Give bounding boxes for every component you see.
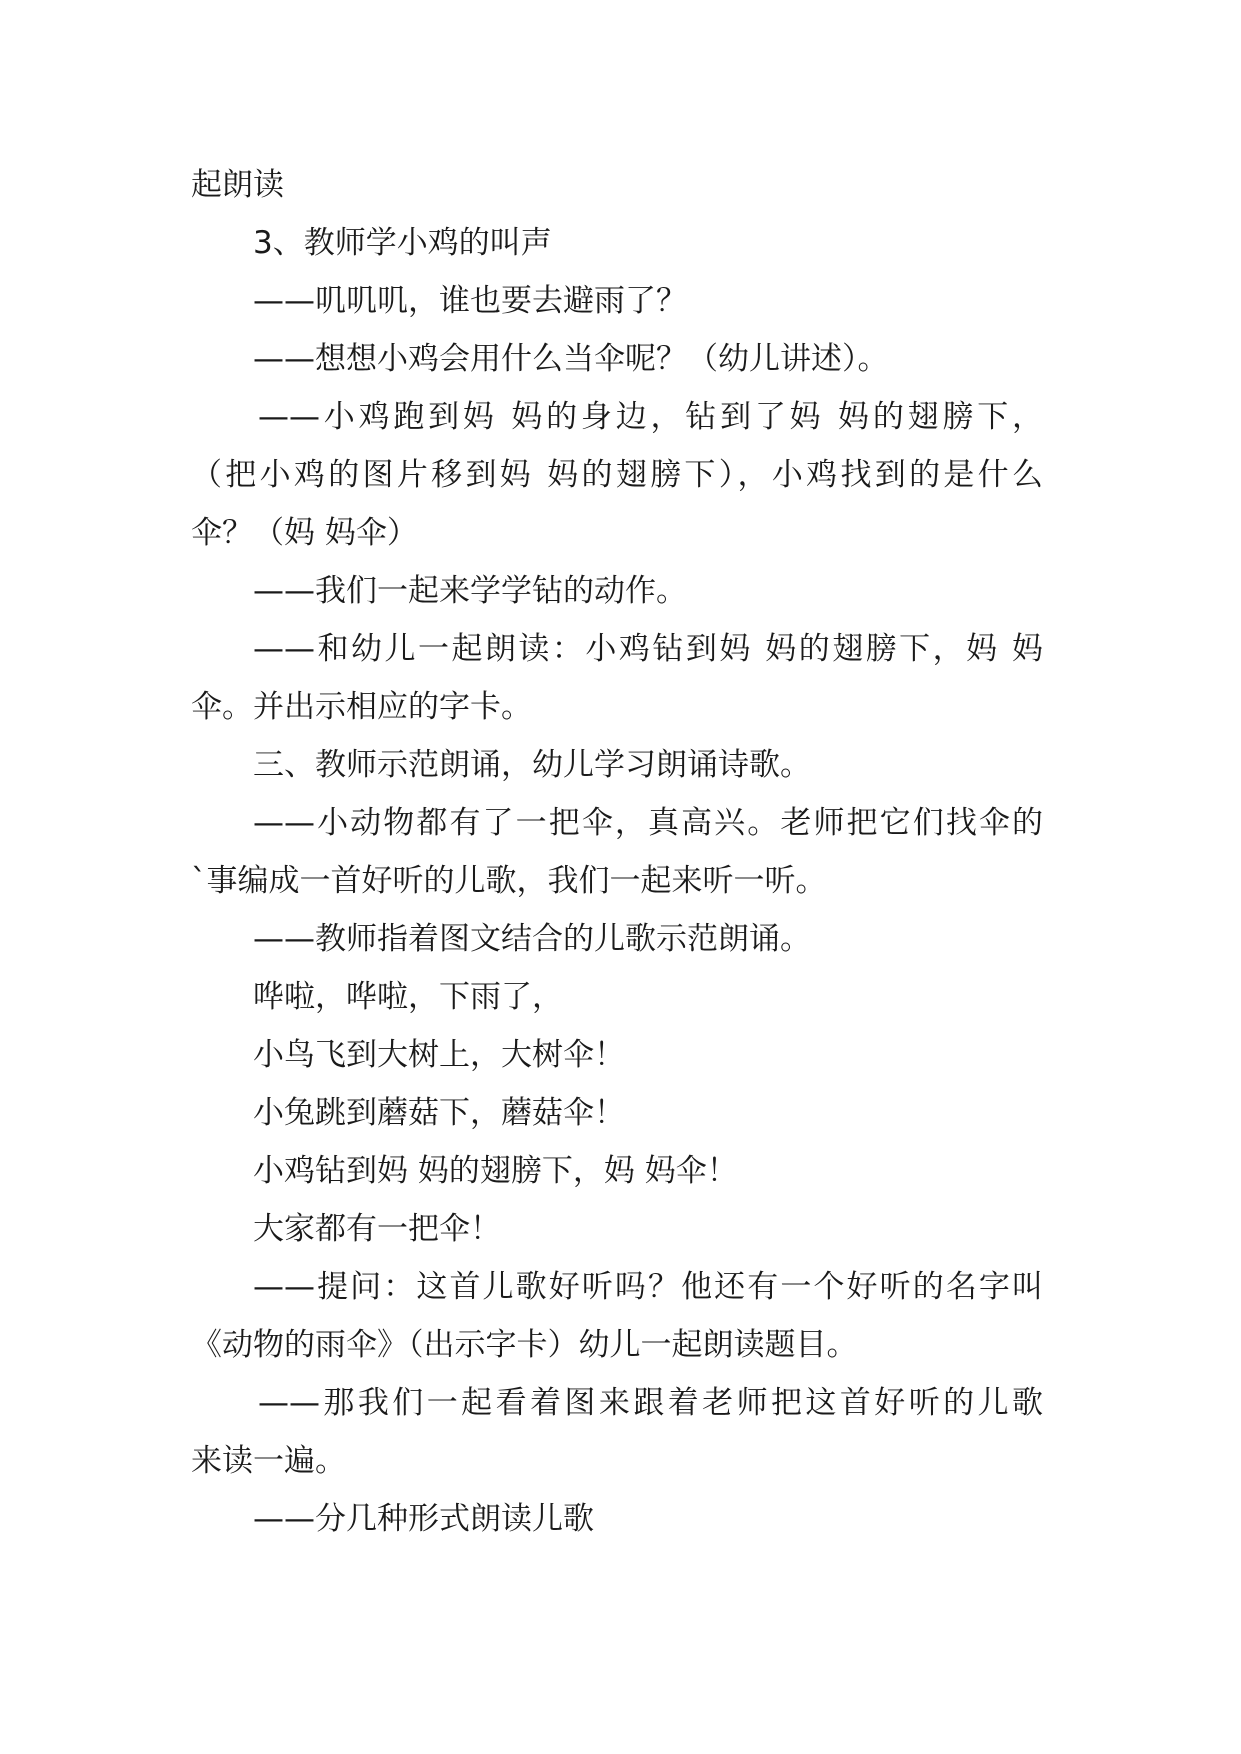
text-line-4: ——想想小鸡会用什么当伞呢？（幼儿讲述）。	[253, 341, 889, 377]
text-line-7: 伞？（妈 妈伞）	[191, 515, 418, 551]
text-line-1: 起朗读	[191, 167, 284, 203]
text-line-17: ——那我们一起看着图来跟着老师把这首好听的儿歌	[258, 1385, 1043, 1421]
text-line-3: ——叽叽叽，谁也要去避雨了？	[253, 283, 687, 319]
text-line-13: `事编成一首好听的儿歌，我们一起来听一听。	[191, 863, 827, 899]
text-line-11: 三、教师示范朗诵，幼儿学习朗诵诗歌。	[253, 747, 811, 783]
text-line-5: ——小鸡跑到妈 妈的身边，钻到了妈 妈的翅膀下，	[258, 399, 1043, 435]
text-line-8: ——我们一起来学学钻的动作。	[253, 573, 687, 609]
text-line-16: 《动物的雨伞》（出示字卡）幼儿一起朗读题目。	[191, 1327, 858, 1363]
text-line-12: ——小动物都有了一把伞，真高兴。老师把它们找伞的	[253, 805, 1043, 841]
text-line-19: ——分几种形式朗读儿歌	[253, 1501, 594, 1537]
text-line-2: 3、教师学小鸡的叫声	[253, 225, 552, 261]
text-line-9: ——和幼儿一起朗读：小鸡钻到妈 妈的翅膀下，妈 妈	[253, 631, 1043, 667]
text-line-14: ——教师指着图文结合的儿歌示范朗诵。	[253, 921, 811, 957]
text-line-15: ——提问：这首儿歌好听吗？他还有一个好听的名字叫	[253, 1269, 1043, 1305]
poem-line-4: 小鸡钻到妈 妈的翅膀下，妈 妈伞！	[253, 1153, 738, 1189]
poem-line-3: 小兔跳到蘑菇下，蘑菇伞！	[253, 1095, 625, 1131]
poem-line-1: 哗啦，哗啦，下雨了，	[253, 979, 563, 1015]
text-line-18: 来读一遍。	[191, 1443, 346, 1479]
text-line-6: （把小鸡的图片移到妈 妈的翅膀下），小鸡找到的是什么	[191, 457, 1043, 493]
poem-line-5: 大家都有一把伞！	[253, 1211, 501, 1247]
text-line-10: 伞。并出示相应的字卡。	[191, 689, 532, 725]
poem-line-2: 小鸟飞到大树上，大树伞！	[253, 1037, 625, 1073]
